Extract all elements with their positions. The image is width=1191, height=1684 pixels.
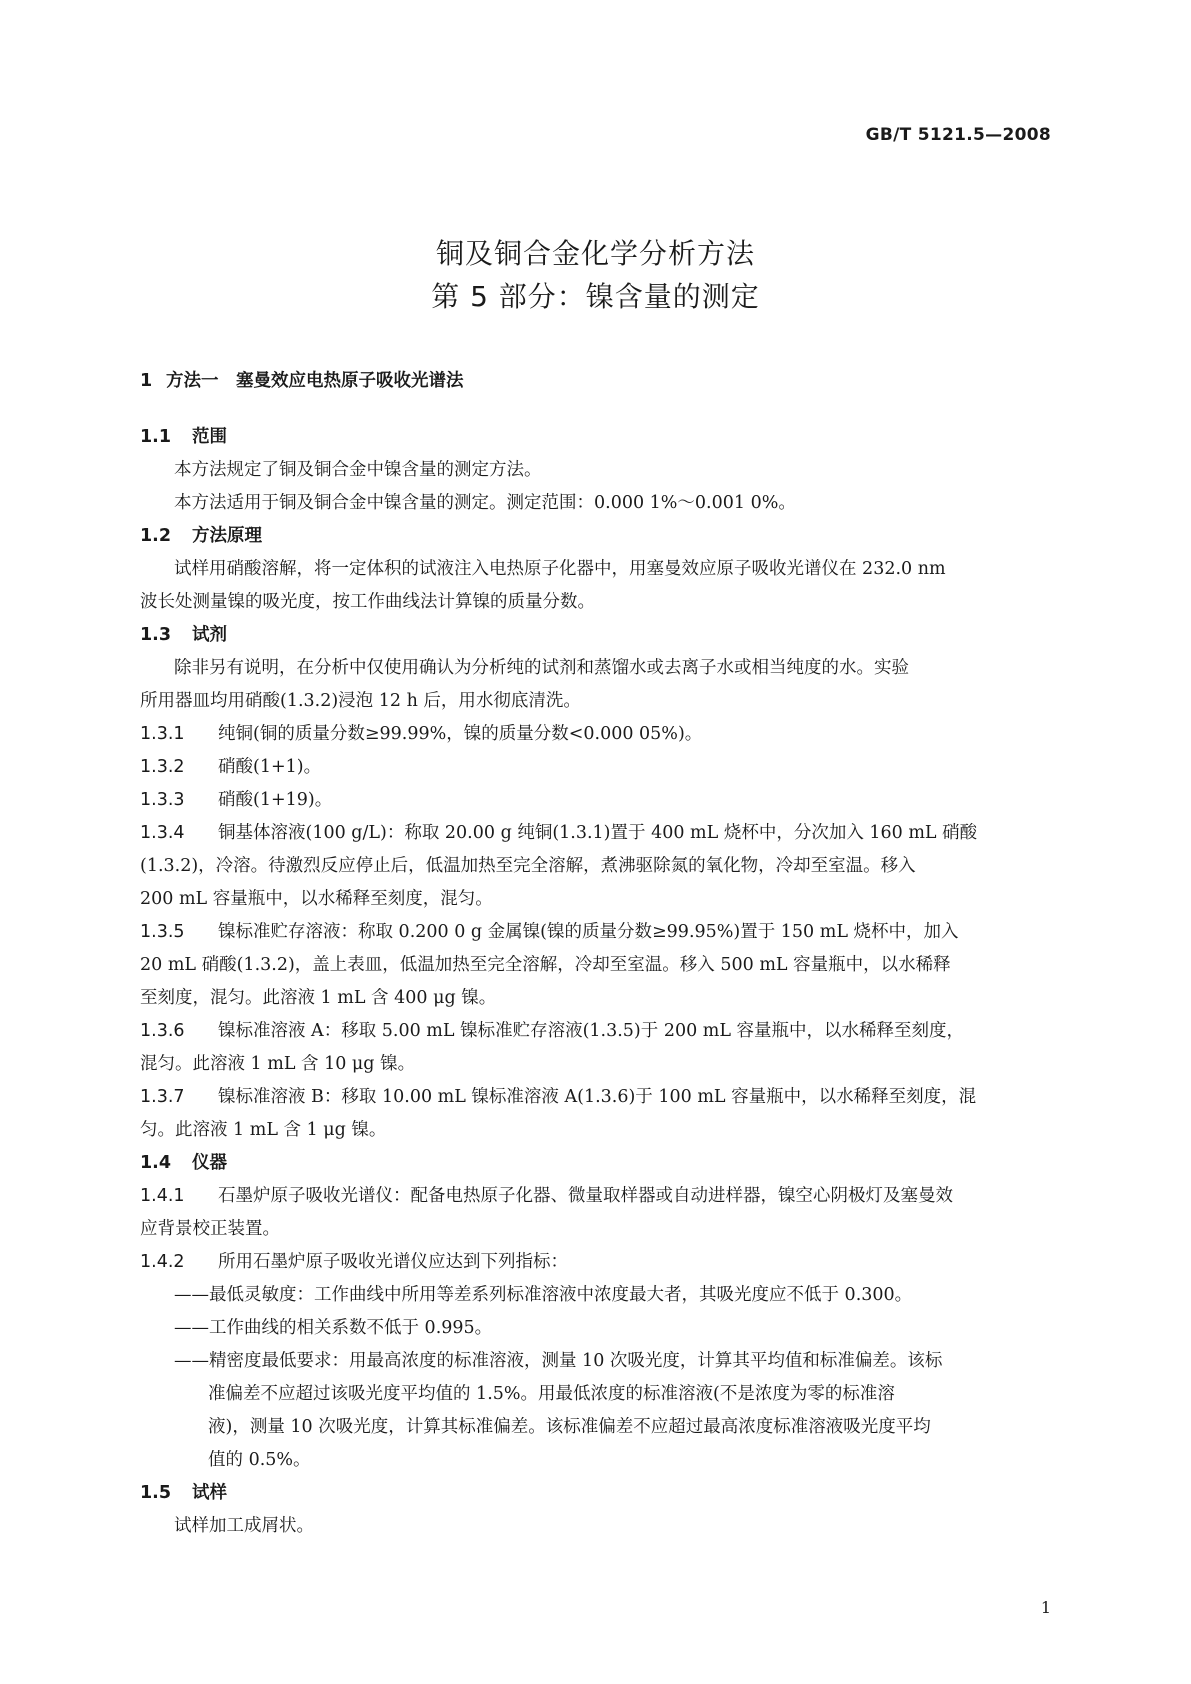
section-heading-1-5: 1.5 试样 xyxy=(140,1483,227,1503)
clause-1-3-5: 1.3.5 镍标准贮存溶液：称取 0.200 0 g 金属镍(镍的质量分数≥99.95%)置于 150 mL 烧杯中，加入 xyxy=(140,922,959,942)
standard-code: GB/T 5121.5—2008 xyxy=(865,125,1051,145)
clause-continued: 应背景校正装置。 xyxy=(140,1219,280,1239)
clause-1-3-3: 1.3.3 硝酸(1+19)。 xyxy=(140,790,333,810)
section-heading-1-2: 1.2 方法原理 xyxy=(140,526,262,546)
paragraph: 本方法规定了铜及铜合金中镍含量的测定方法。 xyxy=(174,460,542,480)
clause-1-4-1: 1.4.1 石墨炉原子吸收光谱仪：配备电热原子化器、微量取样器或自动进样器，镍空心阴极灯及塞曼效 xyxy=(140,1186,953,1206)
clause-continued: 匀。此溶液 1 mL 含 1 μg 镍。 xyxy=(140,1120,387,1140)
page-number: 1 xyxy=(1040,1598,1051,1617)
document-body xyxy=(140,365,1052,1543)
dash-item-continued: 值的 0.5%。 xyxy=(208,1450,311,1470)
dash-item-continued: 准偏差不应超过该吸光度平均值的 1.5%。用最低浓度的标准溶液(不是浓度为零的标准溶 xyxy=(208,1384,895,1404)
clause-1-4-2: 1.4.2 所用石墨炉原子吸收光谱仪应达到下列指标： xyxy=(140,1252,568,1272)
clause-continued: 20 mL 硝酸(1.3.2)，盖上表皿，低温加热至完全溶解，冷却至室温。移入 500 mL 容量瓶中，以水稀释 xyxy=(140,955,951,975)
section-heading-1-3: 1.3 试剂 xyxy=(140,625,227,645)
section-heading-1-1: 1.1 范围 xyxy=(140,427,227,447)
clause-1-3-7: 1.3.7 镍标准溶液 B：移取 10.00 mL 镍标准溶液 A(1.3.6)于 100 mL 容量瓶中，以水稀释至刻度，混 xyxy=(140,1087,977,1107)
paragraph: 本方法适用于铜及铜合金中镍含量的测定。测定范围：0.000 1%～0.001 0%。 xyxy=(174,493,796,513)
paragraph: 试样加工成屑状。 xyxy=(174,1516,314,1536)
dash-item: ——最低灵敏度：工作曲线中所用等差系列标准溶液中浓度最大者，其吸光度应不低于 0.300。 xyxy=(174,1285,913,1305)
section-heading-1: 1 方法一 塞曼效应电热原子吸收光谱法 xyxy=(140,371,464,391)
clause-continued: 混匀。此溶液 1 mL 含 10 μg 镍。 xyxy=(140,1054,416,1074)
paragraph: 除非另有说明，在分析中仅使用确认为分析纯的试剂和蒸馏水或去离子水或相当纯度的水。实验 xyxy=(174,658,909,678)
clause-continued: (1.3.2)，冷溶。待激烈反应停止后，低温加热至完全溶解，煮沸驱除氮的氧化物，冷却至室温。移入 xyxy=(140,856,916,876)
dash-item: ——精密度最低要求：用最高浓度的标准溶液，测量 10 次吸光度，计算其平均值和标准偏差。该标 xyxy=(174,1351,943,1371)
paragraph-continued: 波长处测量镍的吸光度，按工作曲线法计算镍的质量分数。 xyxy=(140,592,595,612)
paragraph: 试样用硝酸溶解，将一定体积的试液注入电热原子化器中，用塞曼效应原子吸收光谱仪在 232.0 nm xyxy=(174,559,946,579)
dash-item: ——工作曲线的相关系数不低于 0.995。 xyxy=(174,1318,493,1338)
clause-1-3-4: 1.3.4 铜基体溶液(100 g/L)：称取 20.00 g 纯铜(1.3.1)置于 400 mL 烧杯中，分次加入 160 mL 硝酸 xyxy=(140,823,978,843)
clause-1-3-2: 1.3.2 硝酸(1+1)。 xyxy=(140,757,322,777)
clause-continued: 200 mL 容量瓶中，以水稀释至刻度，混匀。 xyxy=(140,889,493,909)
clause-continued: 至刻度，混匀。此溶液 1 mL 含 400 μg 镍。 xyxy=(140,988,497,1008)
dash-item-continued: 液)，测量 10 次吸光度，计算其标准偏差。该标准偏差不应超过最高浓度标准溶液吸光度平均 xyxy=(208,1417,931,1437)
document-title-line2: 第 5 部分：镍含量的测定 xyxy=(431,280,760,313)
paragraph-continued: 所用器皿均用硝酸(1.3.2)浸泡 12 h 后，用水彻底清洗。 xyxy=(140,691,581,711)
section-heading-1-4: 1.4 仪器 xyxy=(140,1153,227,1173)
document-title-line1: 铜及铜合金化学分析方法 xyxy=(435,237,755,270)
clause-1-3-6: 1.3.6 镍标准溶液 A：移取 5.00 mL 镍标准贮存溶液(1.3.5)于 200 mL 容量瓶中，以水稀释至刻度， xyxy=(140,1021,965,1041)
clause-1-3-1: 1.3.1 纯铜(铜的质量分数≥99.99%，镍的质量分数<0.000 05%)。 xyxy=(140,724,703,744)
